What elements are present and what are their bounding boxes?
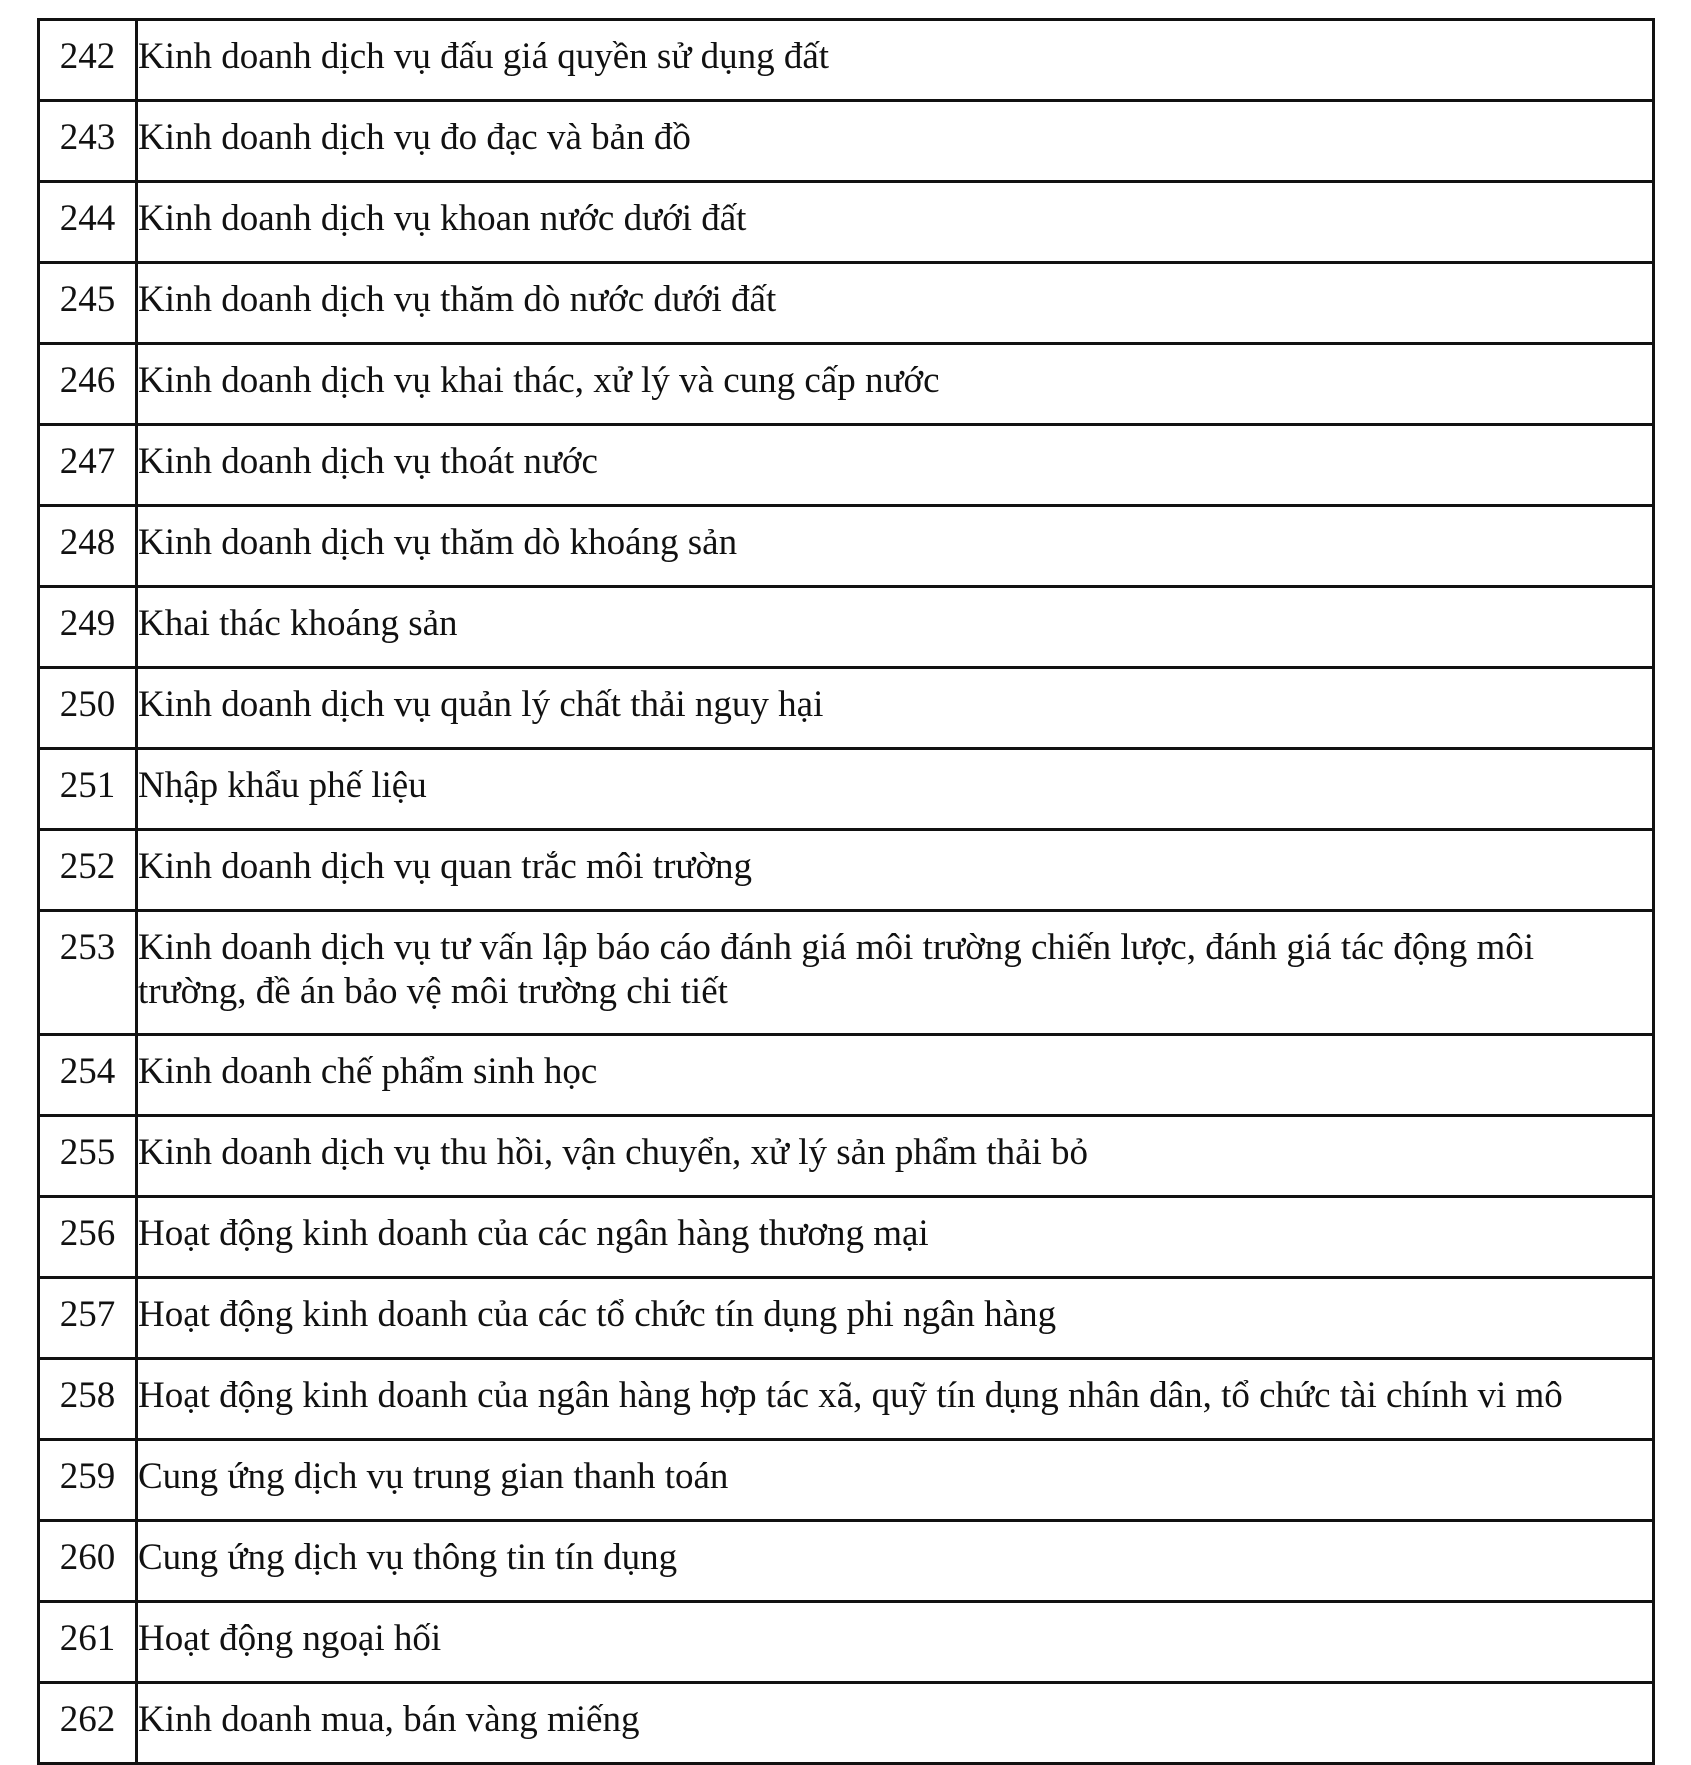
row-description: Khai thác khoáng sản <box>137 587 1654 668</box>
row-number: 243 <box>39 101 137 182</box>
row-number: 250 <box>39 668 137 749</box>
row-description: Hoạt động kinh doanh của các ngân hàng thương mại <box>137 1197 1654 1278</box>
row-description: Kinh doanh dịch vụ đo đạc và bản đồ <box>137 101 1654 182</box>
row-number: 247 <box>39 425 137 506</box>
row-description: Kinh doanh dịch vụ thăm dò khoáng sản <box>137 506 1654 587</box>
row-number: 261 <box>39 1602 137 1683</box>
table-row <box>39 830 1654 911</box>
table-row <box>39 263 1654 344</box>
row-number: 260 <box>39 1521 137 1602</box>
table-row <box>39 587 1654 668</box>
row-description: Kinh doanh dịch vụ thu hồi, vận chuyển, xử lý sản phẩm thải bỏ <box>137 1116 1654 1197</box>
row-description: Kinh doanh mua, bán vàng miếng <box>137 1683 1654 1764</box>
table-row <box>39 425 1654 506</box>
row-description: Hoạt động ngoại hối <box>137 1602 1654 1683</box>
table-row <box>39 1035 1654 1116</box>
row-number: 257 <box>39 1278 137 1359</box>
row-number: 244 <box>39 182 137 263</box>
row-description: Kinh doanh dịch vụ đấu giá quyền sử dụng đất <box>137 20 1654 101</box>
row-description: Kinh doanh dịch vụ khai thác, xử lý và cung cấp nước <box>137 344 1654 425</box>
table-row <box>39 1359 1654 1440</box>
table-row <box>39 1440 1654 1521</box>
row-number: 246 <box>39 344 137 425</box>
table-row <box>39 1683 1654 1764</box>
table-row <box>39 1197 1654 1278</box>
row-description: Kinh doanh dịch vụ thăm dò nước dưới đất <box>137 263 1654 344</box>
row-number: 254 <box>39 1035 137 1116</box>
row-description: Kinh doanh dịch vụ tư vấn lập báo cáo đánh giá môi trường chiến lược, đánh giá tác động môi trường, đề án bảo vệ môi trường chi tiết <box>137 911 1654 1035</box>
business-lines-table <box>37 18 1655 1765</box>
row-description: Nhập khẩu phế liệu <box>137 749 1654 830</box>
table-row <box>39 506 1654 587</box>
row-description: Kinh doanh chế phẩm sinh học <box>137 1035 1654 1116</box>
row-description: Kinh doanh dịch vụ quan trắc môi trường <box>137 830 1654 911</box>
row-description: Cung ứng dịch vụ trung gian thanh toán <box>137 1440 1654 1521</box>
table-row <box>39 101 1654 182</box>
table-row <box>39 20 1654 101</box>
row-number: 251 <box>39 749 137 830</box>
row-number: 249 <box>39 587 137 668</box>
row-number: 255 <box>39 1116 137 1197</box>
table-row <box>39 1521 1654 1602</box>
table-row <box>39 1602 1654 1683</box>
table-row <box>39 182 1654 263</box>
table-row <box>39 668 1654 749</box>
row-number: 262 <box>39 1683 137 1764</box>
row-number: 258 <box>39 1359 137 1440</box>
row-number: 253 <box>39 911 137 1035</box>
row-description: Hoạt động kinh doanh của các tổ chức tín dụng phi ngân hàng <box>137 1278 1654 1359</box>
table-row <box>39 344 1654 425</box>
row-description: Kinh doanh dịch vụ quản lý chất thải nguy hại <box>137 668 1654 749</box>
table-row <box>39 911 1654 1035</box>
row-number: 248 <box>39 506 137 587</box>
table-row <box>39 749 1654 830</box>
row-number: 252 <box>39 830 137 911</box>
table-row <box>39 1278 1654 1359</box>
row-number: 256 <box>39 1197 137 1278</box>
row-description: Hoạt động kinh doanh của ngân hàng hợp tác xã, quỹ tín dụng nhân dân, tổ chức tài chính vi mô <box>137 1359 1654 1440</box>
row-description: Kinh doanh dịch vụ khoan nước dưới đất <box>137 182 1654 263</box>
table-row <box>39 1116 1654 1197</box>
row-number: 259 <box>39 1440 137 1521</box>
row-number: 245 <box>39 263 137 344</box>
row-description: Cung ứng dịch vụ thông tin tín dụng <box>137 1521 1654 1602</box>
row-number: 242 <box>39 20 137 101</box>
row-description: Kinh doanh dịch vụ thoát nước <box>137 425 1654 506</box>
